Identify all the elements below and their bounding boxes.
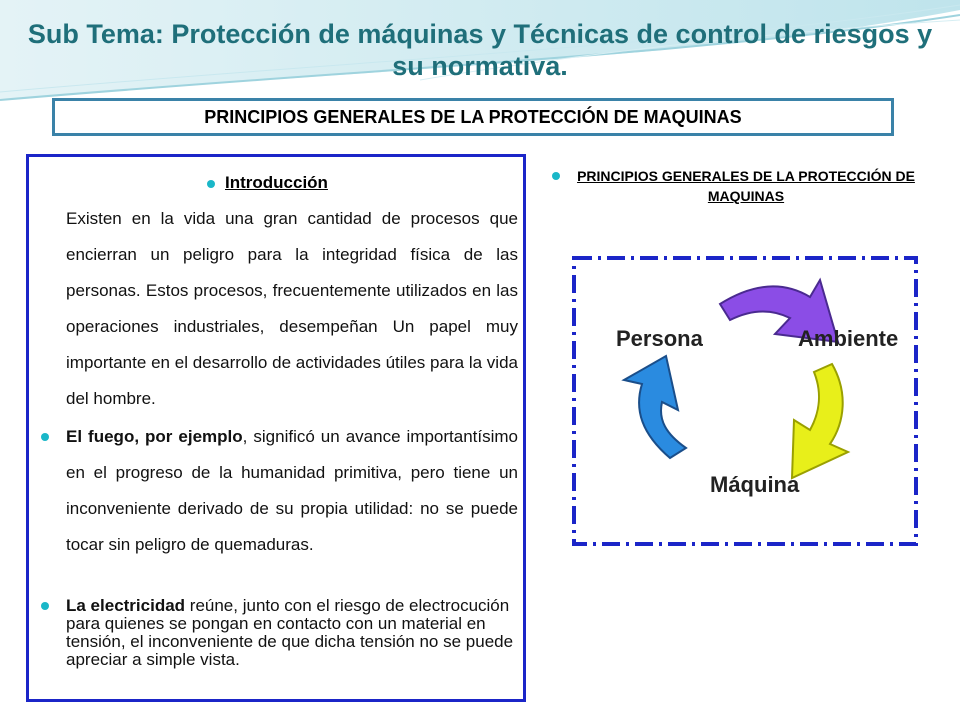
right-heading (546, 166, 946, 206)
section-subtitle (52, 98, 894, 136)
bullet-icon (41, 433, 49, 441)
intro-heading (207, 173, 328, 193)
persona-label: Persona (616, 326, 703, 351)
bullet-icon (207, 180, 215, 188)
right-heading-text: PRINCIPIOS GENERALES DE LA PROTECCIÓN DE MAQUINAS (577, 168, 915, 204)
left-text-panel (26, 154, 526, 702)
fire-paragraph (41, 419, 518, 563)
section-subtitle-text: PRINCIPIOS GENERALES DE LA PROTECCIÓN DE MAQUINAS (204, 106, 742, 127)
cycle-diagram (570, 252, 920, 548)
maquina-label: Máquina (710, 472, 800, 497)
page-title: Sub Tema: Protección de máquinas y Técnicas de control de riesgos y su normativa. (27, 19, 933, 81)
cycle-diagram-graphic (570, 252, 920, 548)
bullet-icon (552, 172, 560, 180)
intro-paragraph: Existen en la vida una gran cantidad de procesos que encierran un peligro para la integridad física de las personas. Estos procesos, frecuentemente utilizados en las operaciones industriales, desempeñan Un papel muy importante en el desarrollo de actividades útiles para la vida del hombre. (66, 209, 518, 408)
ambiente-label: Ambiente (798, 326, 899, 351)
electricity-paragraph (41, 597, 518, 669)
yellow-arrow-icon (792, 364, 848, 478)
bullet-icon (41, 602, 49, 610)
fire-text: , significó un avance importantísimo en el progreso de la humanidad primitiva, pero tiene un inconveniente derivado de su propia utilidad: no se puede tocar sin peligro de quemaduras. (66, 427, 518, 554)
fire-bold-text: El fuego, por ejemplo (66, 427, 243, 446)
electricity-text: reúne, junto con el riesgo de electrocución para quienes se pongan en contacto con un material en tensión, el inconveniente de que dicha tensión no se puede apreciar a simple vista. (66, 596, 514, 669)
electricity-bold-text: La electricidad (66, 596, 186, 615)
blue-arrow-icon (624, 356, 686, 458)
intro-heading-text: Introducción (225, 173, 328, 192)
